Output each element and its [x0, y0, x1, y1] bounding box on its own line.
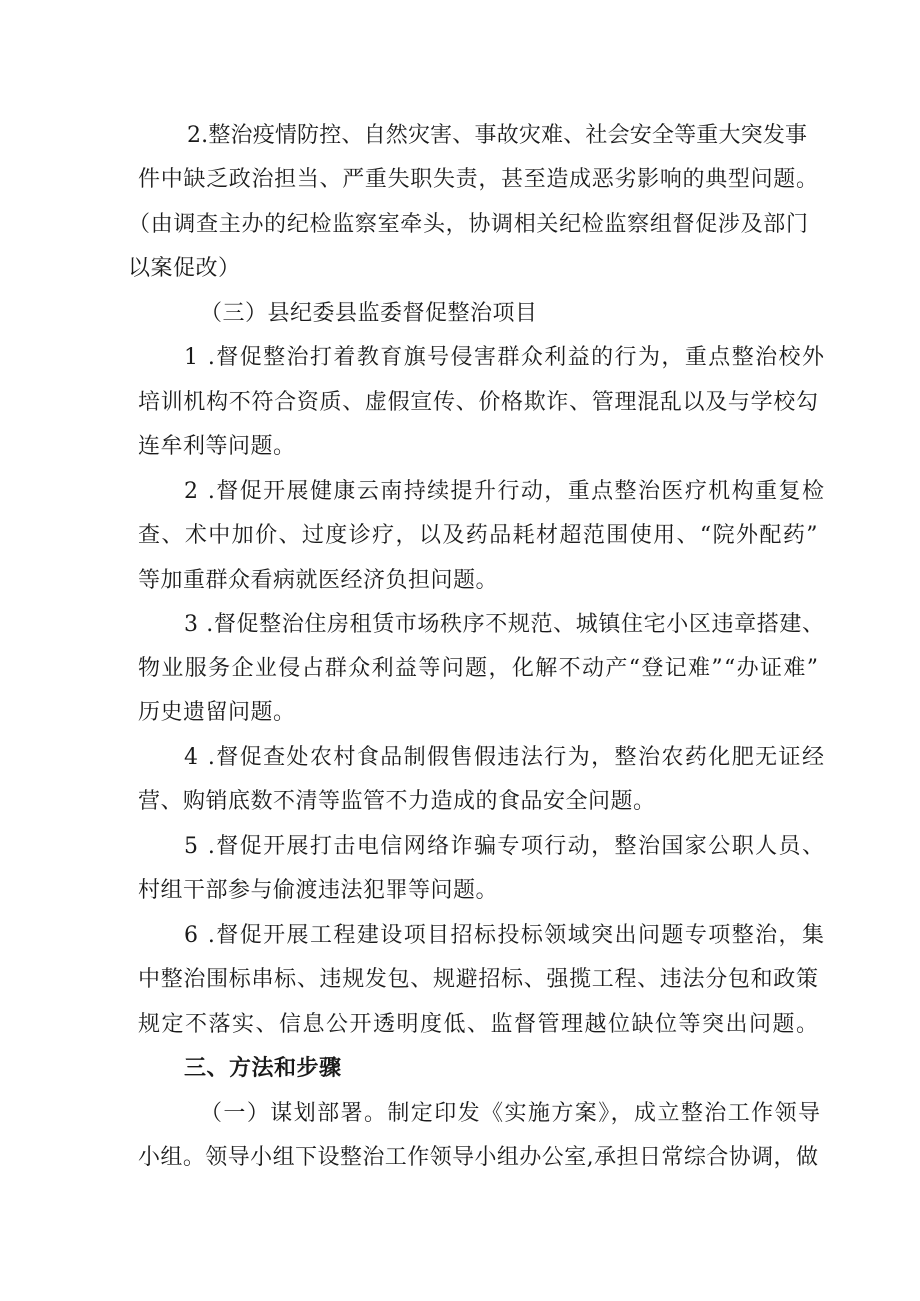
text-line: 查、术中加价、过度诊疗，以及药品耗材超范围使用、“院外配药”	[138, 523, 819, 548]
text-line: 中整治围标串标、违规发包、规避招标、强揽工程、违法分包和政策	[138, 967, 819, 992]
text-line: 物业服务企业侵占群众利益等问题，化解不动产“登记难”“办证难”	[138, 656, 820, 681]
text-line: 营、购销底数不清等监管不力造成的食品安全问题。	[138, 789, 656, 814]
text-line: 历史遗留问题。	[138, 700, 296, 725]
text-line: 4 .督促查处农村食品制假售假违法行为，整治农药化肥无证经	[184, 745, 826, 770]
text-line: 5 .督促开展打击电信网络诈骗专项行动，整治国家公职人员、	[184, 834, 826, 859]
text-line: 等加重群众看病就医经济负担问题。	[138, 568, 499, 593]
text-line: 2.整治疫情防控、自然灾害、事故灾难、社会安全等重大突发事	[187, 123, 808, 148]
text-line: 3 .督促整治住房租赁市场秩序不规范、城镇住宅小区违章搭建、	[184, 612, 825, 637]
text-line: 培训机构不符合资质、虚假宣传、价格欺诈、管理混乱以及与学校勾	[138, 390, 819, 415]
section-heading-methods: 三、方法和步骤	[184, 1056, 342, 1081]
text-line: 小组。领导小组下设整治工作领导小组办公室,承担日常综合协调，做	[138, 1145, 819, 1170]
text-line: 件中缺乏政治担当、严重失职失责，甚至造成恶劣影响的典型问题。	[138, 167, 819, 192]
section-title: （三）县纪委县监委督促整治项目	[200, 301, 538, 326]
text-line: 连牟利等问题。	[138, 434, 296, 459]
text-line: （由调查主办的纪检监察室牵头，协调相关纪检监察组督促涉及部门	[128, 212, 809, 237]
text-line: 村组干部参与偷渡违法犯罪等问题。	[138, 878, 499, 903]
text-line: 以案促改）	[128, 256, 241, 281]
text-line: 1 .督促整治打着教育旗号侵害群众利益的行为，重点整治校外	[184, 345, 826, 370]
text-line: 2 .督促开展健康云南持续提升行动，重点整治医疗机构重复检	[184, 479, 826, 504]
text-line: 6 .督促开展工程建设项目招标投标领域突出问题专项整治，集	[184, 923, 826, 948]
text-line: 规定不落实、信息公开透明度低、监督管理越位缺位等突出问题。	[138, 1012, 820, 1037]
text-line: （一）谋划部署。制定印发《实施方案》，成立整治工作领导	[200, 1101, 822, 1126]
